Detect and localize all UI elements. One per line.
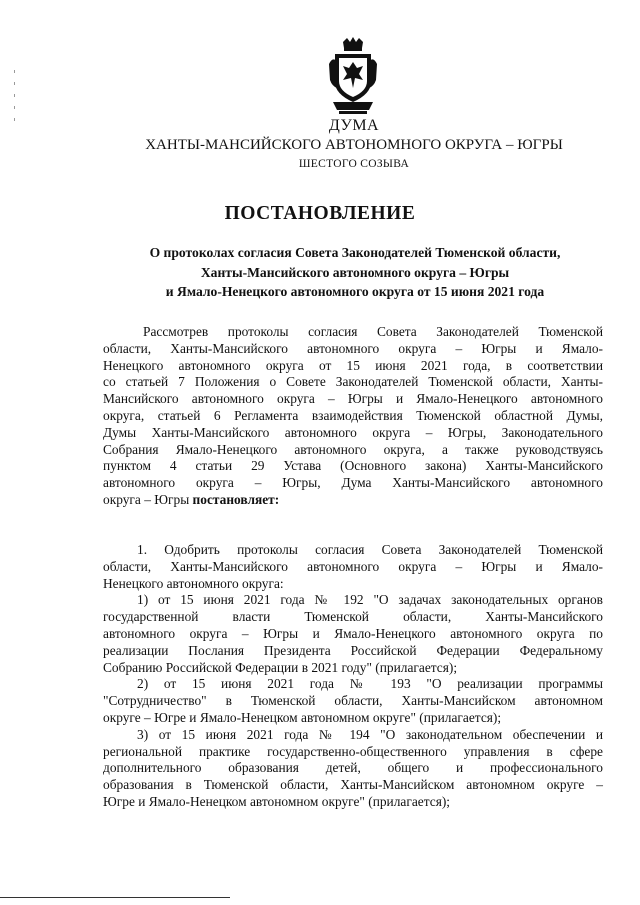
preamble-line: Собрания Ямало-Ненецкого автономного округа, а также руководствуясь bbox=[103, 441, 603, 457]
preamble-paragraph bbox=[103, 324, 603, 509]
okrug-heading: ХАНТЫ-МАНСИЙСКОГО АВТОНОМНОГО ОКРУГА – ЮГРЫ bbox=[145, 137, 563, 153]
document-title: ПОСТАНОВЛЕНИЕ bbox=[224, 203, 416, 224]
point-1-line: Ненецкого автономного округа: bbox=[103, 575, 284, 591]
subpoint-1-line: государственной власти Тюменской области, Ханты-Мансийского bbox=[103, 609, 603, 625]
subject-line: О протоколах согласия Совета Законодателей Тюменской области, bbox=[149, 245, 561, 260]
subpoint-3-line: дополнительного образования детей, общего и профессионального bbox=[103, 760, 603, 776]
preamble-line: Ненецкого автономного округа от 15 июня 2021 года, в соответствии bbox=[103, 357, 603, 373]
subpoint-3-line: образования в Тюменской области, Ханты-Мансийском автономном округе – bbox=[103, 777, 603, 793]
subpoint-2-line: "Сотрудничество" в Тюменской области, Ханты-Мансийском автономном bbox=[103, 693, 603, 709]
resolution-body bbox=[103, 542, 603, 811]
footer-rule bbox=[0, 897, 230, 898]
preamble-line: Мансийского автономного округа – Югры и Ямало-Ненецкого автономного bbox=[103, 391, 603, 407]
preamble-line: пунктом 4 статьи 29 Устава (Основного закона) Ханты-Мансийского bbox=[103, 458, 603, 474]
preamble-line: округа, статьей 6 Регламента взаимодействия Тюменской областной Думы, bbox=[103, 407, 603, 423]
coat-of-arms-icon bbox=[329, 36, 377, 116]
subject-line: и Ямало-Ненецкого автономного округа от 15 июня 2021 года bbox=[165, 284, 545, 299]
subpoint-2-line: 2) от 15 июня 2021 года № 193 "О реализации программы bbox=[137, 676, 603, 692]
scan-margin-marks bbox=[14, 70, 16, 130]
subpoint-1-line: реализации Послания Президента Российской Федерации Федеральному bbox=[103, 642, 603, 658]
subpoint-1-line: автономного округа – Югры и Ямало-Ненецкого автономного округа по bbox=[103, 625, 603, 641]
resolves-keyword: постановляет: bbox=[192, 491, 280, 507]
document-subject bbox=[110, 243, 600, 302]
preamble-line: области, Ханты-Мансийского автономного округа – Югры и Ямало- bbox=[103, 340, 603, 356]
subpoint-3-line: 3) от 15 июня 2021 года № 194 "О законодательном обеспечении и bbox=[137, 726, 603, 742]
point-1-line: 1. Одобрить протоколы согласия Совета Законодателей Тюменской bbox=[137, 542, 603, 557]
point-1-line: области, Ханты-Мансийского автономного округа – Югры и Ямало- bbox=[103, 558, 603, 574]
preamble-line: Рассмотрев протоколы согласия Совета Законодателей Тюменской bbox=[143, 324, 603, 339]
subject-line: Ханты-Мансийского автономного округа – Югры bbox=[200, 264, 510, 280]
preamble-last-text: округа – Югры bbox=[103, 491, 193, 507]
preamble-last-line bbox=[103, 492, 603, 509]
subpoint-1-line: Собранию Российской Федерации в 2021 году" (прилагается); bbox=[103, 659, 458, 675]
preamble-line: Думы Ханты-Мансийского автономного округа – Югры, Законодательного bbox=[103, 424, 603, 440]
duma-heading: ДУМА bbox=[328, 117, 380, 134]
subpoint-1-line: 1) от 15 июня 2021 года № 192 "О задачах законодательных органов bbox=[137, 592, 603, 608]
subpoint-2-line: округе – Югре и Ямало-Ненецком автономном округе" (прилагается); bbox=[103, 709, 502, 725]
convocation-heading: ШЕСТОГО СОЗЫВА bbox=[298, 158, 410, 170]
preamble-line: со статьей 7 Положения о Совете Законодателей Тюменской области, Ханты- bbox=[103, 374, 603, 390]
preamble-line: автономного округа – Югры, Дума Ханты-Мансийского автономного bbox=[103, 475, 603, 491]
subpoint-3-line: региональной практике государственно-общественного управления в сфере bbox=[103, 743, 603, 759]
subpoint-3-line: Югре и Ямало-Ненецком автономном округе" (прилагается); bbox=[103, 793, 451, 809]
